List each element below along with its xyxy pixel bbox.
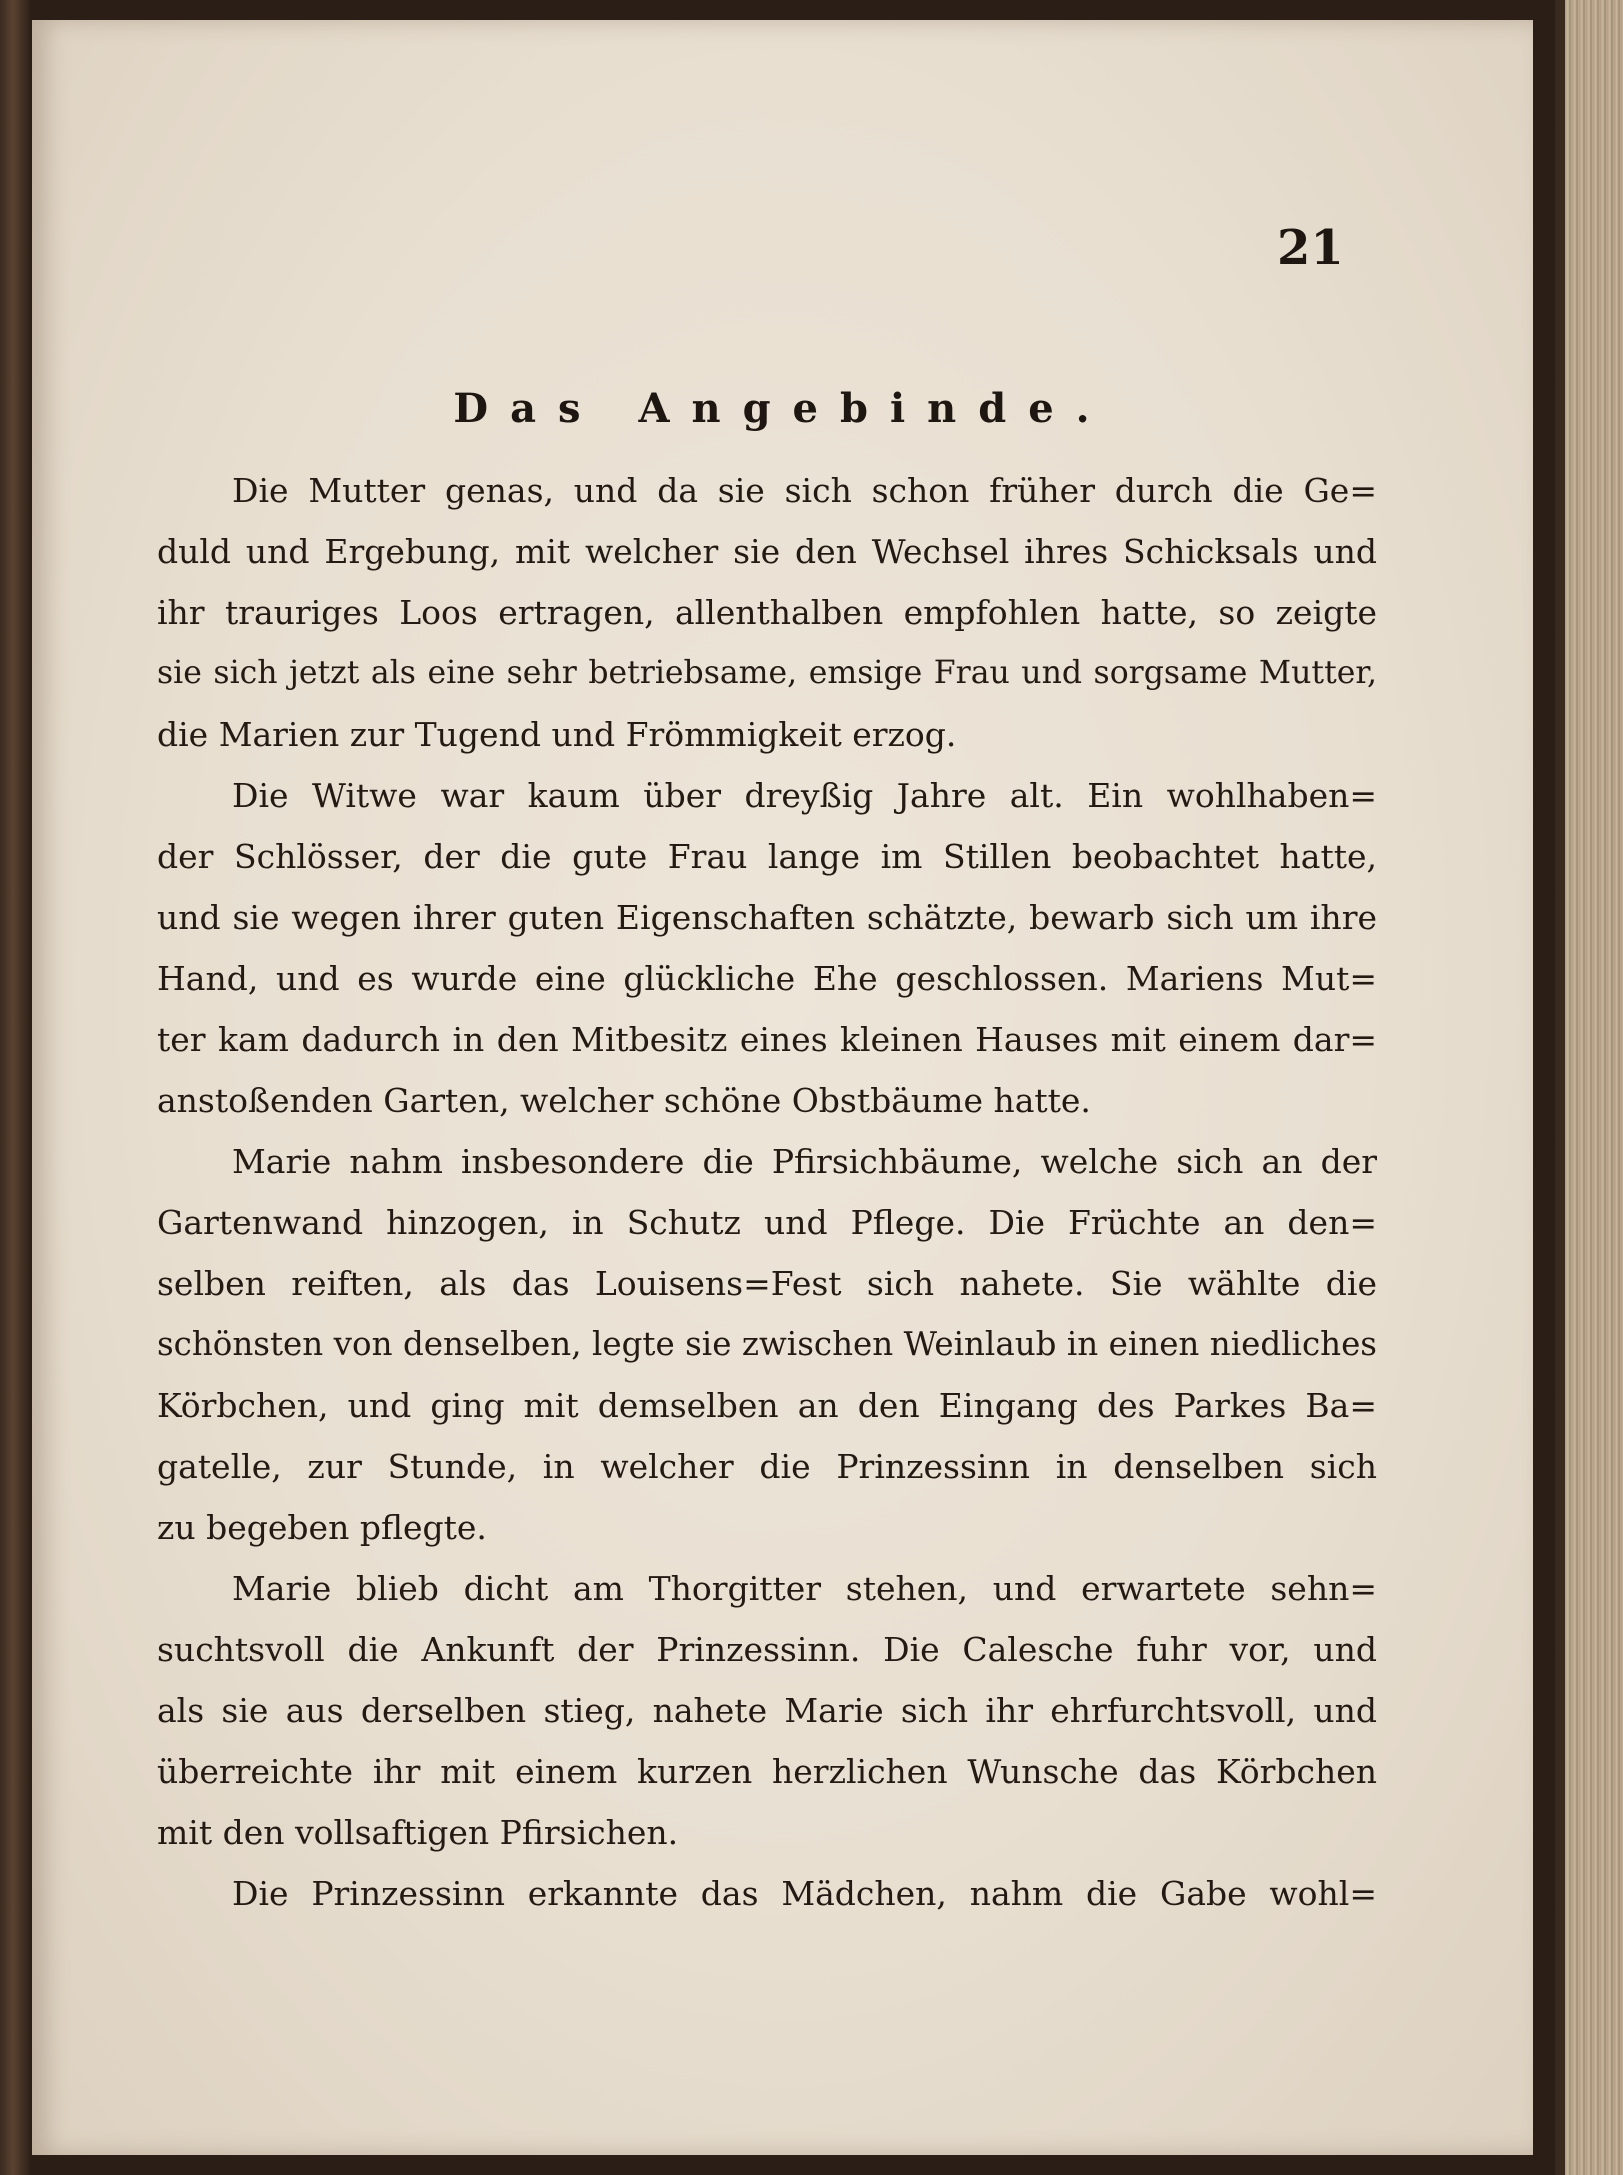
text-line: ihr trauriges Loos ertragen, allenthalben empfohlen hatte, so zeigte (157, 593, 1377, 632)
text-line: Hand, und es wurde eine glückliche Ehe geschlossen. Mariens Mut= (157, 959, 1377, 998)
text-line: Gartenwand hinzogen, in Schutz und Pflege. Die Früchte an den= (157, 1203, 1377, 1242)
text-line: Die Witwe war kaum über dreyßig Jahre alt. Ein wohlhaben= (232, 776, 1377, 815)
text-line: als sie aus derselben stieg, nahete Marie sich ihr ehrfurchtsvoll, und (157, 1691, 1377, 1730)
text-line: Die Mutter genas, und da sie sich schon früher durch die Ge= (232, 471, 1377, 510)
text-line: ter kam dadurch in den Mitbesitz eines kleinen Hauses mit einem dar= (157, 1020, 1377, 1059)
page-number: 21 (1277, 220, 1344, 276)
text-line: überreichte ihr mit einem kurzen herzlichen Wunsche das Körbchen (157, 1752, 1377, 1791)
page-edges (1565, 0, 1623, 2175)
text-line: Körbchen, und ging mit demselben an den Eingang des Parkes Ba= (157, 1386, 1377, 1425)
text-line: Die Prinzessinn erkannte das Mädchen, nahm die Gabe wohl= (232, 1874, 1377, 1913)
chapter-title: Das Angebinde. (453, 385, 1112, 432)
text-line: gatelle, zur Stunde, in welcher die Prinzessinn in denselben sich (157, 1447, 1377, 1486)
text-line: suchtsvoll die Ankunft der Prinzessinn. Die Calesche fuhr vor, und (157, 1630, 1377, 1669)
text-line: schönsten von denselben, legte sie zwischen Weinlaub in einen niedliches (157, 1325, 1377, 1363)
page-edge-shadow (1555, 0, 1565, 2175)
text-line: Marie blieb dicht am Thorgitter stehen, und erwartete sehn= (232, 1569, 1377, 1608)
text-line: die Marien zur Tugend und Frömmigkeit erzog. (157, 715, 957, 754)
text-line: der Schlösser, der die gute Frau lange im Stillen beobachtet hatte, (157, 837, 1377, 876)
text-line: und sie wegen ihrer guten Eigenschaften schätzte, bewarb sich um ihre (157, 898, 1377, 937)
text-line: mit den vollsaftigen Pfirsichen. (157, 1813, 679, 1852)
text-line: duld und Ergebung, mit welcher sie den Wechsel ihres Schicksals und (157, 532, 1377, 571)
book-binding (0, 0, 32, 2175)
text-line: anstoßenden Garten, welcher schöne Obstbäume hatte. (157, 1081, 1091, 1120)
text-line: selben reiften, als das Louisens=Fest sich nahete. Sie wählte die (157, 1264, 1377, 1303)
text-line: sie sich jetzt als eine sehr betriebsame, emsige Frau und sorgsame Mutter, (157, 655, 1377, 691)
page-body (157, 460, 1377, 1924)
text-line: Marie nahm insbesondere die Pfirsichbäume, welche sich an der (232, 1142, 1377, 1181)
text-line: zu begeben pflegte. (157, 1508, 487, 1547)
book-page (32, 20, 1533, 2155)
